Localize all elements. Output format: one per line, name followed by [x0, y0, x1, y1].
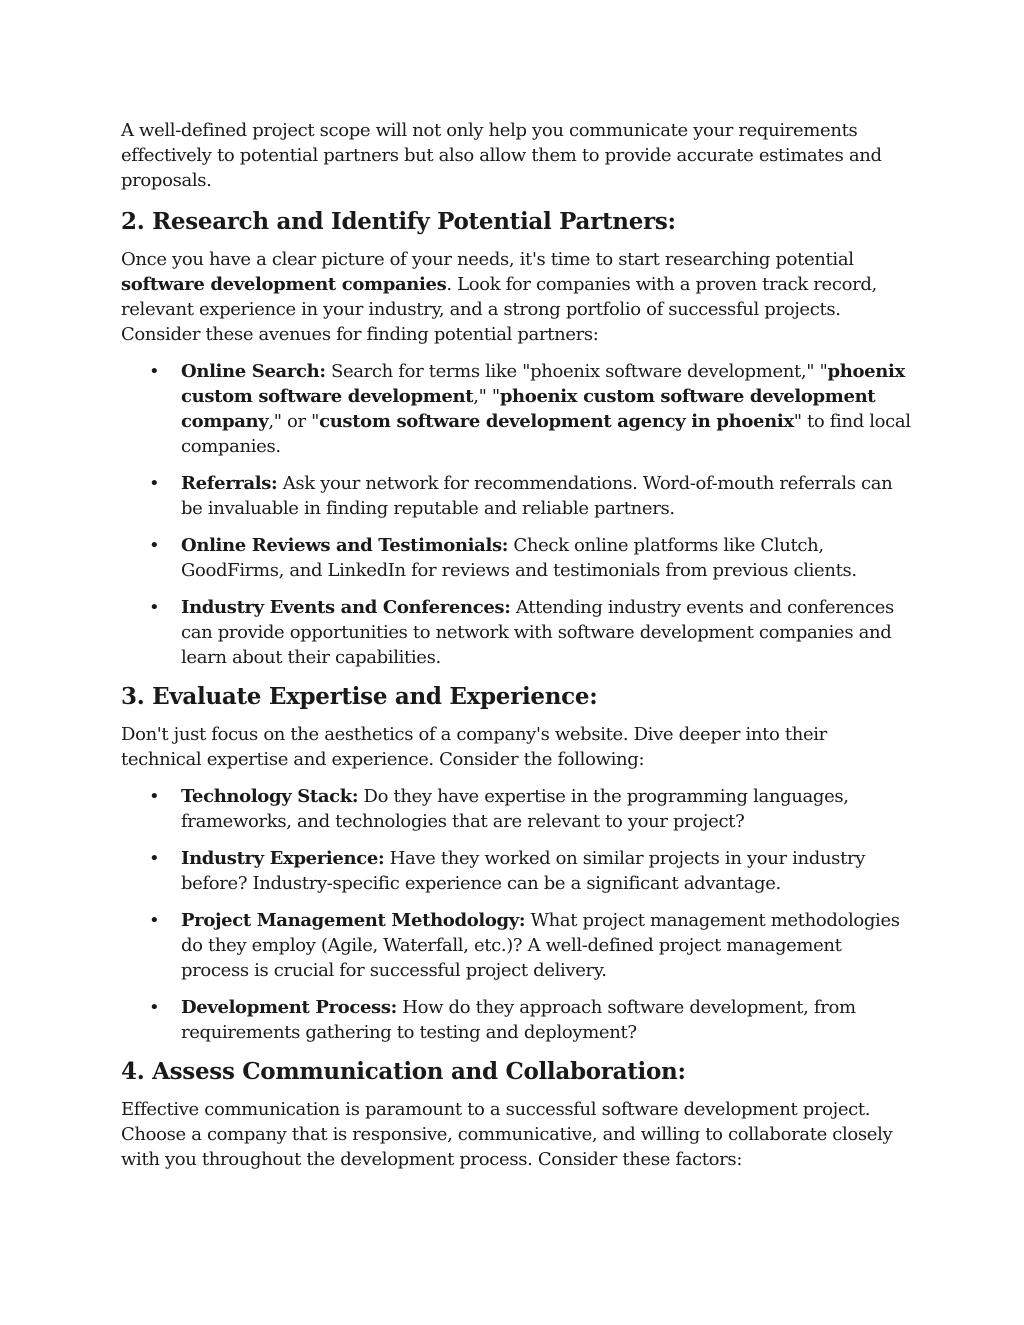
list-item-term: Online Search: [181, 361, 326, 382]
list-item-text: Do they have expertise in the programming languages, frameworks, and technologies that are relevant to your project? [181, 786, 849, 832]
paragraph-text: Once you have a clear picture of your needs, it's time to start researching potential [121, 249, 854, 270]
list-item [121, 846, 911, 896]
section-paragraph: Don't just focus on the aesthetics of a company's website. Dive deeper into their technical expertise and experience. Consider the following: [121, 724, 827, 770]
list-item-term: Online Reviews and Testimonials: [181, 535, 509, 556]
bullet-icon: • [149, 910, 160, 931]
intro-paragraph: A well-defined project scope will not only help you communicate your requirements effectively to potential partners but also allow them to provide accurate estimates and proposals. [121, 120, 882, 191]
section-heading: 3. Evaluate Expertise and Experience: [121, 683, 598, 710]
list-item-text: ," " [473, 386, 500, 407]
list-item-term: Development Process: [181, 997, 397, 1018]
list-item-term: Project Management Methodology: [181, 910, 526, 931]
bullet-icon: • [149, 535, 160, 556]
list-item-text: Have they worked on similar projects in your industry before? Industry-specific experience can be a significant advantage. [181, 848, 866, 894]
list-item-text: What project management methodologies do they employ (Agile, Waterfall, etc.)? A well-defined project management process is crucial for successful project delivery. [181, 910, 900, 981]
document-page [121, 118, 911, 1184]
list-item-text: Search for terms like "phoenix software development," " [325, 361, 828, 382]
bullet-list [121, 359, 911, 670]
bullet-icon: • [149, 361, 160, 382]
list-item-text: Ask your network for recommendations. Word-of-mouth referrals can be invaluable in finding reputable and reliable partners. [181, 473, 893, 519]
bullet-icon: • [149, 848, 160, 869]
list-item-bold-text: phoenix custom software development company [181, 386, 876, 432]
bullet-icon: • [149, 473, 160, 494]
list-item-text: Attending industry events and conferences can provide opportunities to network with software development companies and learn about their capabilities. [181, 597, 894, 668]
list-item-text: Check online platforms like Clutch, GoodFirms, and LinkedIn for reviews and testimonials from previous clients. [181, 535, 857, 581]
list-item [121, 533, 911, 583]
bullet-icon: • [149, 597, 160, 618]
list-item-text: How do they approach software development, from requirements gathering to testing and deployment? [181, 997, 856, 1043]
bullet-icon: • [149, 997, 160, 1018]
list-item-text: " to find local companies. [181, 411, 911, 457]
list-item [121, 995, 911, 1045]
list-item-text: ," or " [268, 411, 320, 432]
section-paragraph [121, 247, 911, 347]
section-communication-collaboration [121, 1057, 911, 1172]
list-item [121, 908, 911, 983]
bullet-icon: • [149, 786, 160, 807]
section-heading: 4. Assess Communication and Collaboration: [121, 1058, 686, 1085]
list-item-term: Referrals: [181, 473, 278, 494]
list-item-term: Industry Events and Conferences: [181, 597, 511, 618]
list-item-term: Technology Stack: [181, 786, 359, 807]
bullet-list [121, 784, 911, 1045]
list-item [121, 471, 911, 521]
list-item [121, 784, 911, 834]
section-heading: 2. Research and Identify Potential Partners: [121, 208, 676, 235]
paragraph-text: . Look for companies with a proven track record, relevant experience in your industry, and a strong portfolio of successful projects. Consider these avenues for finding potential partners: [121, 274, 877, 345]
list-item-term: Industry Experience: [181, 848, 385, 869]
list-item-bold-text: phoenix custom software development [181, 361, 905, 407]
section-evaluate-expertise [121, 682, 911, 1045]
section-paragraph: Effective communication is paramount to a successful software development project. Choose a company that is responsive, communicative, and willing to collaborate closely with you throughout the development process. Consider these factors: [121, 1099, 893, 1170]
list-item [121, 595, 911, 670]
paragraph-bold-text: software development companies [121, 274, 447, 295]
section-research-partners [121, 207, 911, 670]
list-item-bold-text: custom software development agency in phoenix [319, 411, 794, 432]
list-item [121, 359, 911, 459]
